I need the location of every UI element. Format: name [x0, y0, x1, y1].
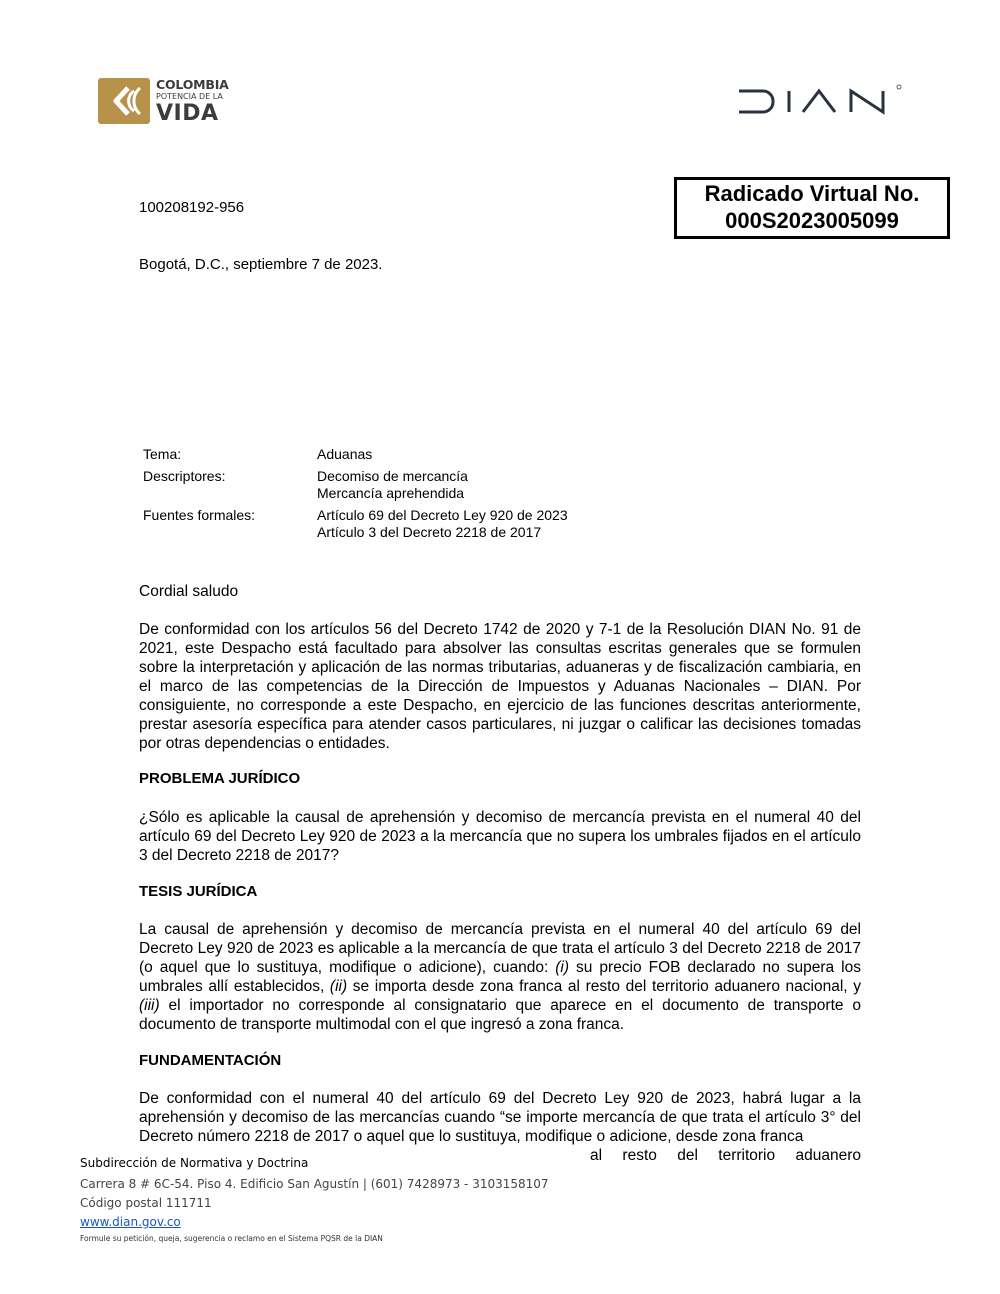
greeting: Cordial saludo: [139, 583, 239, 600]
dian-logo: [737, 84, 905, 120]
dian-wordmark-icon: [737, 84, 905, 120]
footer-website-link[interactable]: www.dian.gov.co: [80, 1215, 181, 1229]
tesis-marker-ii: (ii): [329, 978, 348, 995]
footer-postal: Código postal 111711: [80, 1196, 212, 1210]
meta-value-fuente-1: Artículo 69 del Decreto Ley 920 de 2023: [317, 507, 568, 523]
heading-fundamentacion: FUNDAMENTACIÓN: [139, 1052, 282, 1069]
heading-tesis: TESIS JURÍDICA: [139, 883, 258, 900]
heading-problema: PROBLEMA JURÍDICO: [139, 770, 301, 787]
meta-label-fuentes: Fuentes formales:: [143, 507, 256, 523]
problema-paragraph: ¿Sólo es aplicable la causal de aprehensión y decomiso de mercancía prevista en el numeral 40 del artículo 69 del Decreto Ley 920 de 2023 a la mercancía que no supera los umbrales fijados en el artículo 3 del Decreto 2218 de 2017?: [139, 809, 861, 864]
reference-number: 100208192-956: [139, 199, 245, 216]
logo-line-2: POTENCIA DE LA: [156, 92, 223, 101]
fundamentacion-paragraph: De conformidad con el numeral 40 del artículo 69 del Decreto Ley 920 de 2023, habrá lugar a la aprehensión y decomiso de las mercancías cuando “se importe mercancía de que trata el artículo 3° del Decreto número 2218 de 2017 o aquel que lo sustituya, modifique o adicione, desde zona franca: [139, 1090, 861, 1145]
tesis-text-2: su precio FOB declarado no supera los umbrales allí establecidos,: [139, 959, 861, 995]
radicado-number: 000S2023005099: [725, 208, 899, 233]
footer-office: Subdirección de Normativa y Doctrina: [80, 1156, 309, 1170]
meta-label-tema: Tema:: [143, 446, 182, 462]
tesis-paragraph: [139, 920, 861, 1034]
radicado-label: Radicado Virtual No.: [704, 181, 920, 206]
meta-label-descriptores: Descriptores:: [143, 468, 226, 484]
meta-value-tema: Aduanas: [317, 446, 373, 462]
document-date: Bogotá, D.C., septiembre 7 de 2023.: [139, 256, 383, 273]
tesis-marker-iii: (iii): [139, 997, 160, 1014]
tesis-text-3: se importa desde zona franca al resto del territorio aduanero nacional, y: [347, 978, 861, 995]
logo-line-3: VIDA: [156, 101, 219, 126]
tesis-text-1: La causal de aprehensión y decomiso de mercancía prevista en el numeral 40 del artículo 69 del Decreto Ley 920 de 2023 es aplicable a la mercancía de que trata el artículo 3 del Decreto 2218 de 2017 (o aquel que lo sustituya, modifique o adicione), cuando:: [139, 921, 861, 976]
logo-line-1: COLOMBIA: [156, 77, 229, 92]
meta-value-descriptor-1: Decomiso de mercancía: [317, 468, 468, 484]
footer-address: Carrera 8 # 6C-54. Piso 4. Edificio San Agustín | (601) 7428973 - 3103158107: [80, 1177, 549, 1191]
colombia-emblem-icon: [98, 76, 154, 126]
intro-paragraph: De conformidad con los artículos 56 del Decreto 1742 de 2020 y 7-1 de la Resolución DIAN No. 91 de 2021, este Despacho está facultado para absolver las consultas escritas generales que se formulen sobre la interpretación y aplicación de las normas tributarias, aduaneras y de fiscalización cambiaria, en el marco de las competencias de la Dirección de Impuestos y Aduanas Nacionales – DIAN. Por consiguiente, no corresponde a este Despacho, en ejercicio de las funciones descritas anteriormente, prestar asesoría específica para atender casos particulares, ni juzgar o calificar las decisiones tomadas por otras dependencias o entidades.: [139, 621, 861, 752]
tesis-text-4: el importador no corresponde al consignatario que aparece en el documento de transporte o documento de transporte multimodal con el que ingresó a zona franca.: [139, 997, 861, 1033]
fundamentacion-continued: al resto del territorio aduanero: [590, 1147, 861, 1164]
footer-note: Formule su petición, queja, sugerencia o reclamo en el Sistema PQSR de la DIAN: [80, 1234, 383, 1243]
tesis-marker-i: (i): [555, 959, 570, 976]
meta-value-fuente-2: Artículo 3 del Decreto 2218 de 2017: [317, 524, 542, 540]
colombia-logo: [98, 76, 238, 128]
page-footer: [80, 1156, 549, 1243]
meta-value-descriptor-2: Mercancía aprehendida: [317, 485, 465, 501]
radicado-box: [674, 177, 950, 239]
